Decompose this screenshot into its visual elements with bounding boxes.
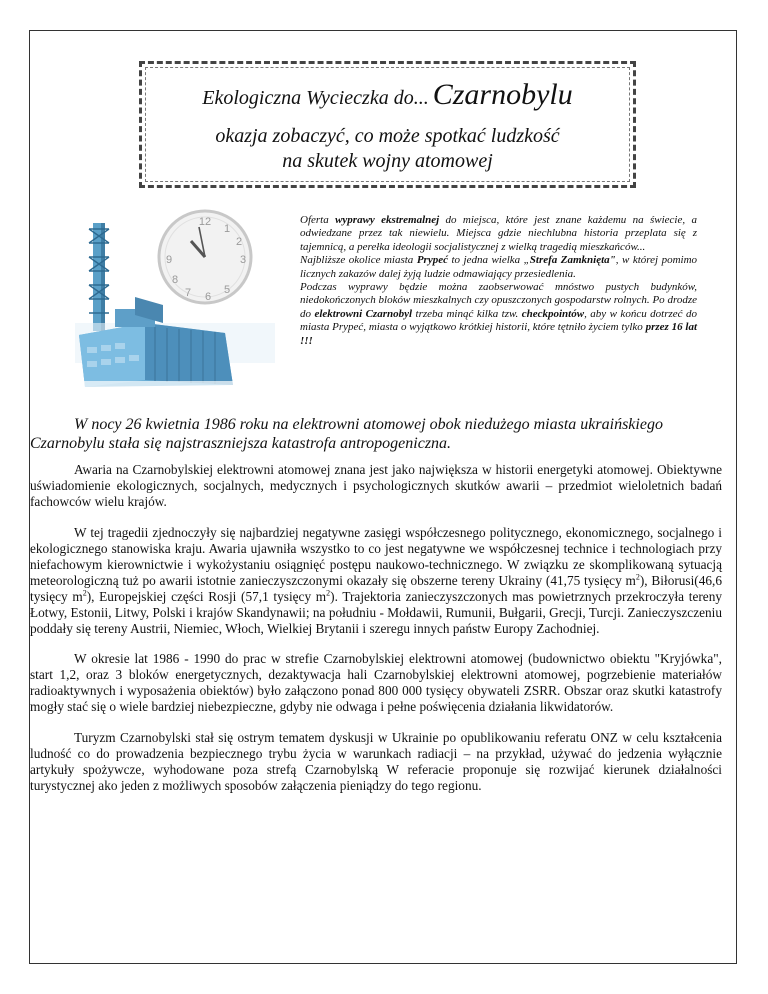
offer-highlight-closed-zone: Strefa Zamknięta" xyxy=(529,254,616,267)
clock-digit-3: 3 xyxy=(239,254,247,266)
subtitle-line-1: okazja zobaczyć, co może spotkać ludzkość xyxy=(215,125,560,147)
reactor-chimney xyxy=(89,223,109,331)
body-text: ), Biłorusi(46,6 tysięcy m xyxy=(30,572,722,604)
lead-paragraph xyxy=(30,415,720,453)
body-text: ). Trajektoria zanieczyszczonych mas powietrznych przekroczyła tereny Łotwy, Estonii, Litwy, Polski i krajów Skandynawii; na południu - Mołdawii, Rumunii, Bułgarii, Grecji, Turcji. Zanieczyszczeniu poddały się tereny Austrii, Niemiec, Włoch, Wielkiej Brytanii i szeregu innych państw Europy Zachodniej. xyxy=(30,588,722,636)
offer-paragraph-3 xyxy=(300,281,697,348)
body-paragraph-1: Awaria na Czarnobylskiej elektrowni atomowej znana jest jako największa w historii energetyki atomowej. Obiektywne uświadomienie ekologicznych, socjalnych, medycznych i psychologicznych skutków awarii – przedmiot wieloletnich badań fachowców wielu krajów. xyxy=(30,462,722,509)
offer-paragraph-2 xyxy=(300,254,697,281)
offer-highlight-plant: elektrowni Czarnobyl xyxy=(314,307,413,320)
title-box xyxy=(139,61,636,188)
body-text: ), Europejskiej części Rosji (57,1 tysięcy m xyxy=(86,588,327,604)
lead-text: W nocy 26 kwietnia 1986 roku na elektrowni atomowej obok niedużego miasta ukraińskiego Czarnobylu stała się najstraszniejsza katastrofa antropogeniczna. xyxy=(30,416,663,452)
clock-icon xyxy=(159,211,251,303)
superscript: 2 xyxy=(635,572,640,582)
superscript: 2 xyxy=(82,588,87,598)
clock-digit-7: 7 xyxy=(184,287,192,299)
offer-text: , w której pomimo licznych zakazów dalej żyją ludzie odmawiający przesiedlenia. xyxy=(300,254,698,280)
clock-digit-9: 9 xyxy=(165,254,173,266)
offer-text: to jedna wielka „ xyxy=(447,254,530,267)
title-prefix: Ekologiczna Wycieczka do... xyxy=(202,87,429,109)
chernobyl-reactor-illustration xyxy=(75,205,275,405)
page-subtitle xyxy=(142,124,633,174)
offer-description xyxy=(300,214,697,348)
article-body xyxy=(30,462,722,808)
offer-text: Najbliższe okolice miasta xyxy=(300,254,417,267)
offer-paragraph-1 xyxy=(300,214,697,254)
title-main: Czarnobylu xyxy=(432,78,573,111)
offer-highlight-checkpoints: checkpointów xyxy=(521,307,585,320)
superscript: 2 xyxy=(326,588,331,598)
subtitle-line-2: na skutek wojny atomowej xyxy=(282,150,493,172)
offer-highlight-16-years: przez 16 lat !!! xyxy=(300,321,697,347)
offer-text: Oferta xyxy=(300,214,336,226)
clock-digit-8: 8 xyxy=(171,274,179,286)
offer-highlight-extreme-trip: wyprawy ekstremalnej xyxy=(335,214,440,226)
page-title xyxy=(142,78,633,112)
body-paragraph-3: W okresie lat 1986 - 1990 do prac w strefie Czarnobylskiej elektrowni atomowej (budownictwo obiektu "Kryjówka", start 1,2, oraz 3 bloków energetycznych, dezaktywacja hali Czarnobylskiej elektrowni atomowej, pogrzebienie materiałów radioaktywnych i wyposażenia obiektów) było załączono ponad 800 000 tysięcy obywateli ZSRR. Obszar oraz skutki katastrofy mogły stać się o wiele bardziej niebezpieczne, gdyby nie odwaga i pełne poświęcenia działania likwidatorów. xyxy=(30,651,722,714)
body-paragraph-4: Turyzm Czarnobylski stał się ostrym tematem dyskusji w Ukrainie po opublikowaniu referatu ONZ w celu kształcenia ludność co do prowadzenia bezpiecznego trybu życia w warunkach radiacji – na przykład, używać do jedzenia wyłącznie artykuły spożywcze, wyhodowane poza strefą Czarnobylską W referacie proponuje się rozwijać kierunek działalności turystycznej ako jeden z możliwych sposobów załączenia pieniądzy do tego regionu. xyxy=(30,729,722,793)
clock-digit-12: 12 xyxy=(198,216,212,228)
offer-highlight-prypiat: Prypeć xyxy=(416,254,448,267)
clock-digit-5: 5 xyxy=(223,284,231,296)
clock-digit-2: 2 xyxy=(235,236,243,248)
body-paragraph-2 xyxy=(30,525,722,637)
body-text: W tej tragedii zjednoczyły się najbardziej negatywne zasięgi współczesnego politycznego, ekonomicznego, socjalnego i ekologicznego stanowiska kraju. Awaria ujawniła wszystko to co jest negatywne we współczesnej technice i technologiach przy niefachowym kierownictwie i wykożystaniu osiągnięć postępu naukowo-technicznego. W związku ze skomplikowaną sytuacją meteorologiczną tuż po awarii istotnie zanieczyszczonymi okazały się obszerne tereny Ukrainy (41,75 tysięcy m xyxy=(30,524,722,588)
offer-text: trzeba minąć kilka tzw. xyxy=(412,307,522,320)
clock-digit-1: 1 xyxy=(223,223,231,235)
clock-digit-6: 6 xyxy=(204,291,212,303)
offer-text: Podczas wyprawy będzie można zaobserwować mnóstwo pustych budynków, niedokończonych bloków mieszkalnych czy opuszczonych gospodarstw rolnych. Po drodze do xyxy=(300,281,697,320)
offer-text: do miejsca, które jest znane każdemu na świecie, a odwiedzane przez tak niewielu. Miejsca gdzie niechlubna historia przeplata się z tajemnicą, a perełka ideologii socjalistycznej z wielką tragedią mieszkańców... xyxy=(300,214,697,253)
offer-text: , aby w końcu dotrzeć do miasta Prypeć, miasta o wyjątkowo krótkiej historii, które tętniło życiem tylko xyxy=(300,307,697,334)
